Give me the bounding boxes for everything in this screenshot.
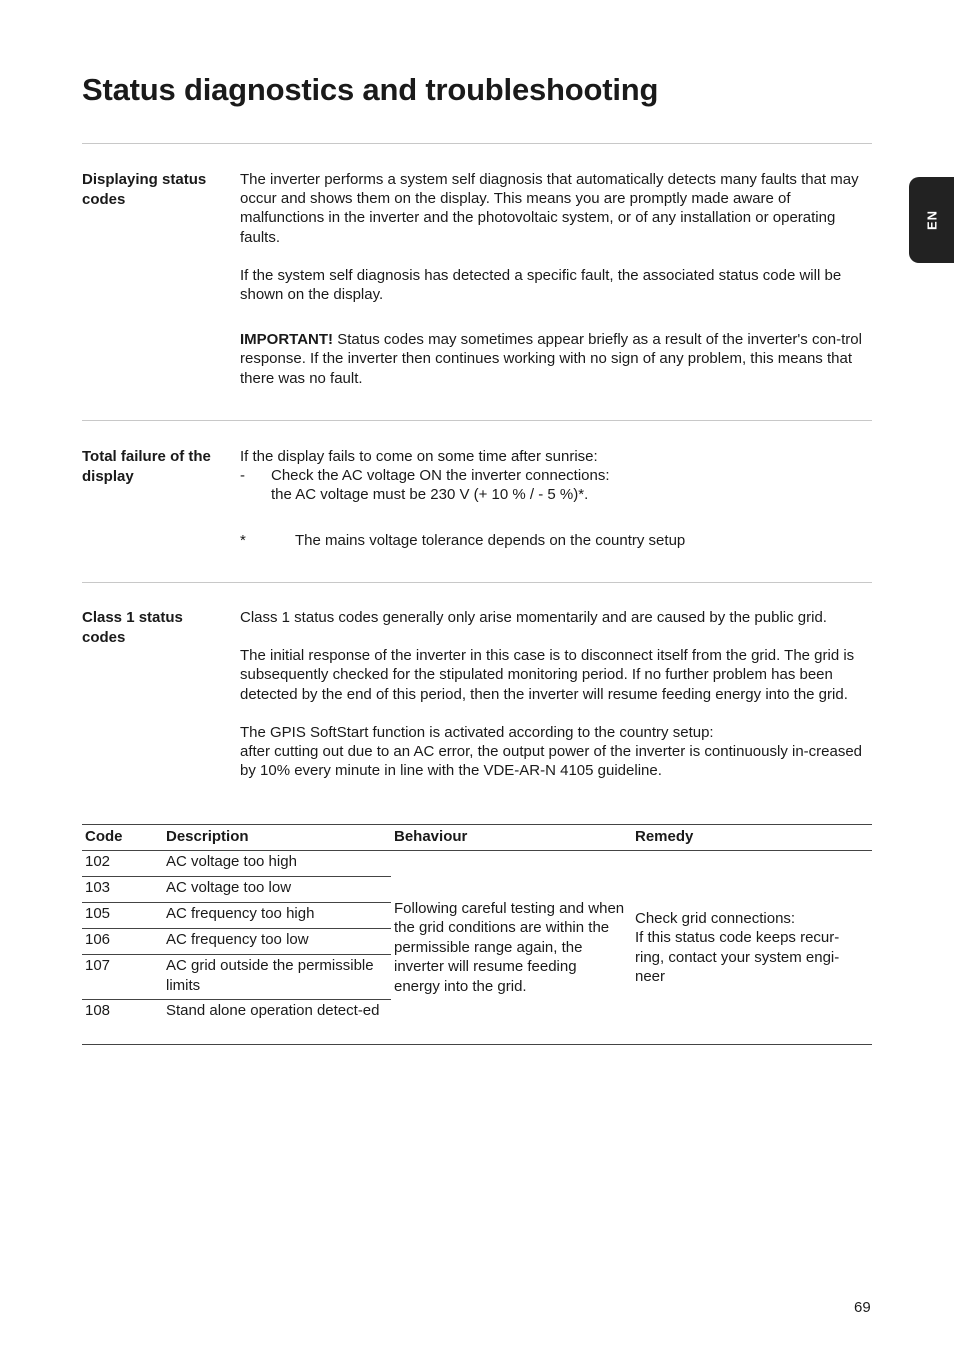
- column-header-code: Code: [82, 825, 163, 851]
- code-cell: 105: [82, 903, 163, 929]
- section-body: [240, 608, 872, 780]
- footnote-text: The mains voltage tolerance depends on the country setup: [295, 531, 686, 549]
- step-line: the AC voltage must be 230 V (+ 10 % / - 5 %)*.: [271, 486, 589, 504]
- dash-marker: -: [240, 467, 245, 485]
- paragraph: The inverter performs a system self diagnosis that automatically detects many faults that may occur and shows them on the display. This means you are promptly made aware of malfunctions in the inverter and the photovoltaic system, or of any installation or operating faults.: [240, 171, 859, 246]
- footnote-marker: *: [240, 531, 246, 549]
- column-header-remedy: Remedy: [632, 825, 872, 851]
- description-cell: AC frequency too high: [163, 903, 391, 929]
- code-cell: 106: [82, 929, 163, 955]
- section-divider: [82, 582, 872, 583]
- language-tab: [909, 177, 954, 263]
- paragraph: after cutting out due to an AC error, the output power of the inverter is continuously in-creased by 10% every minute in line with the VDE-AR-N 4105 guideline.: [240, 743, 863, 780]
- paragraph: Class 1 status codes generally only arise momentarily and are caused by the public grid.: [240, 609, 827, 626]
- table-row: [82, 851, 872, 877]
- paragraph: The GPIS SoftStart function is activated according to the country setup:: [240, 723, 714, 741]
- section-divider: [82, 143, 872, 144]
- remedy-cell: [632, 851, 872, 1045]
- paragraph: The initial response of the inverter in this case is to disconnect itself from the grid. The grid is subsequently checked for the stipulated monitoring period. If no further problem has been detected by the end of this period, then the inverter will resume feeding energy into the grid.: [240, 647, 855, 703]
- section-divider: [82, 420, 872, 421]
- description-cell: AC voltage too high: [163, 851, 391, 877]
- list-item: [240, 466, 872, 504]
- code-cell: 103: [82, 877, 163, 903]
- page-number: 69: [854, 1299, 871, 1316]
- description-cell: AC voltage too low: [163, 877, 391, 903]
- description-cell: AC grid outside the permissible limits: [163, 955, 391, 1000]
- important-label: IMPORTANT!: [240, 331, 334, 349]
- remedy-line: Check grid connections:: [635, 909, 796, 927]
- table-header-row: [82, 825, 872, 851]
- paragraph: If the display fails to come on some time after sunrise:: [240, 448, 598, 465]
- language-tab-label: EN: [924, 209, 939, 231]
- column-header-description: Description: [163, 825, 391, 851]
- section-heading: Class 1 status codes: [82, 609, 183, 646]
- code-cell: 108: [82, 1000, 163, 1045]
- footnote: [240, 531, 872, 550]
- important-note: [240, 330, 872, 388]
- step-line: Check the AC voltage ON the inverter connections:: [271, 467, 610, 485]
- paragraph: If the system self diagnosis has detected a specific fault, the associated status code will be shown on the display.: [240, 266, 842, 304]
- section-heading: Displaying status codes: [82, 171, 207, 208]
- code-cell: 102: [82, 851, 163, 877]
- status-code-table: [82, 824, 872, 1045]
- description-cell: Stand alone operation detect-ed: [163, 1000, 391, 1045]
- important-text: Status codes may sometimes appear briefly as a result of the inverter's con-trol response. If the inverter then continues working with no sign of any problem, this means that there was no fault.: [240, 331, 862, 387]
- behaviour-cell: Following careful testing and when the grid conditions are within the permissible range again, the inverter will resume feeding energy into the grid.: [391, 851, 632, 1045]
- code-cell: 107: [82, 955, 163, 1000]
- section-body: [240, 170, 872, 388]
- section-heading: Total failure of the display: [82, 448, 211, 485]
- section-body: [240, 447, 872, 550]
- page-title: Status diagnostics and troubleshooting: [82, 72, 659, 107]
- remedy-line: If this status code keeps recur-ring, contact your system engi-neer: [635, 929, 840, 985]
- column-header-behaviour: Behaviour: [391, 825, 632, 851]
- description-cell: AC frequency too low: [163, 929, 391, 955]
